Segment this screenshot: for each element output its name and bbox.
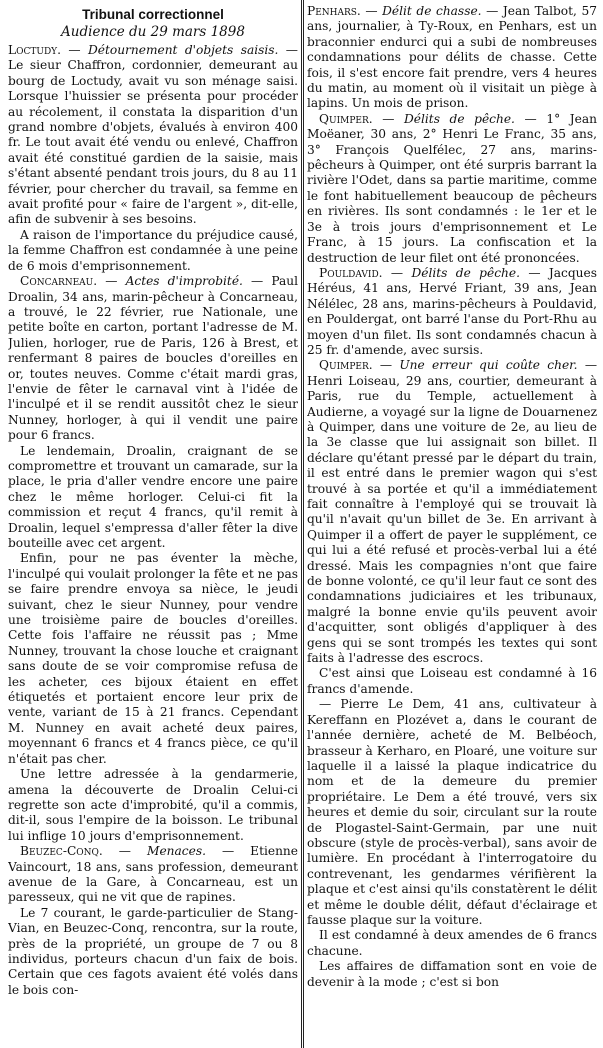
article-concarneau: Concarneau. — Actes d'improbité. — Paul Droalin, 34 ans, marin-pêcheur à Concarneau, a trouvé, le 22 février, rue Nationale, une petite boîte en carton, portant l'adresse de M. Julien, horloger, rue de Paris, 126 à Brest, et renfermant 8 paires de boucles d'oreilles en or, toutes neuves. Comme c'était mardi gras, l'envie de fêter le carnaval vint à l'idée de l'inculpé et il se rendit aussitôt chez le sieur Nunney, horloger, à qui il vendit une paire pour 6 francs. (8, 274, 298, 443)
hearing-date: Audience du 29 mars 1898 (61, 24, 245, 40)
article-body: Jacques Héréus, 41 ans, Hervé Friant, 39 ans, Jean Nélélec, 28 ans, marins-pêcheurs à Pouldavid, en Pouldergat, ont barré l'anse du Port-Rhu au moyen d'un filet. Ils sont condamnés chacun à 25 fr. d'amende, avec sursis. (307, 265, 597, 357)
section-heading: Tribunal correctionnel (82, 7, 224, 22)
article-paragraph: Une lettre adressée à la gendarmerie, amena la découverte de Droalin Celui-ci regrette son acte d'improbité, qu'il a commis, dit-il, sous l'empire de la boisson. Le tribunal lui inflige 10 jours d'emprisonnement. (8, 767, 298, 843)
article-topic: Délit de chasse. (382, 4, 482, 18)
article-topic: Une erreur qui coûte cher. (399, 358, 578, 373)
right-column (307, 4, 597, 1046)
article-pouldavid: Pouldavid. — Délits de pêche. — Jacques Héréus, 41 ans, Hervé Friant, 39 ans, Jean Nélélec, 28 ans, marins-pêcheurs à Pouldavid, en Pouldergat, ont barré l'anse du Port-Rhu au moyen d'un filet. Ils sont condamnés chacun à 25 fr. d'amende, avec sursis. (307, 265, 597, 357)
article-beuzec-conq: Beuzec-Conq. — Menaces. — Etienne Vaincourt, 18 ans, sans profession, demeurant avenue de la Gare, à Concarneau, est un paresseux, qui ne vit que de rapines. (8, 844, 298, 905)
column-rule (301, 0, 302, 1048)
article-topic: Actes d'improbité. (125, 274, 243, 289)
article-quimper-peche: Quimper. — Délits de pêche. — 1° Jean Moëaner, 30 ans, 2° Henri Le Franc, 35 ans, 3° François Quelfélec, 27 ans, marins-pêcheurs à Quimper, ont été surpris barrant la rivière l'Odet, dans sa partie maritime, comme le font habituellement beaucoup de pêcheurs en rivières. Ils sont condamnés : le 1er et le 3e à trois jours d'emprisonnement et Le Franc, à 15 jours. La confiscation et la destruction de leur filet ont été prononcées. (307, 111, 597, 265)
article-place: Penhars. (307, 4, 361, 18)
article-quimper-erreur: Quimper. — Une erreur qui coûte cher. — Henri Loiseau, 29 ans, courtier, demeurant à Paris, rue du Temple, actuellement à Audierne, a voyagé sur la ligne de Douarnenez à Quimper, dans une voiture de 2e, au lieu de la 3e classe que lui assignait son billet. Il déclare qu'étant pressé par le départ du train, il est entré dans le premier wagon qui s'est trouvé à sa portée et qu'il a immédiatement fait connaître à l'employé qui se trouvait là qu'il n'avait qu'un billet de 3e. En arrivant à Quimper il a offert de payer le supplément, ce qui lui a été refusé et procès-verbal lui a été dressé. Mais les compagnies n'ont que faire de bonne volonté, ce qu'il leur faut ce sont des condamnations judiciaires et les tribunaux, malgré la bonne envie qu'ils peuvent avoir d'acquitter, sont obligés d'appliquer à des gens qui se sont trompés les textes qui sont faits à l'adresse des escrocs. (307, 358, 597, 666)
article-paragraph: — Pierre Le Dem, 41 ans, cultivateur à Kereffann en Plozévet a, dans le courant de l'année dernière, acheté de M. Belbéoch, brasseur à Kerharo, en Ploaré, une voiture sur laquelle il a laissé la plaque indicatrice du nom et de la demeure du premier propriétaire. Le Dem a été trouvé, vers six heures et demie du soir, circulant sur la route de Plogastel-Saint-Germain, par une nuit obscure (style de procès-verbal), sans avoir de lumière. En procédant à l'interrogatoire du contrevenant, les gendarmes vérifièrent la plaque et c'est ainsi qu'ils constatèrent le délit et même le double délit, défaut d'éclairage et fausse plaque sur la voiture. (307, 697, 597, 927)
article-paragraph: C'est ainsi que Loiseau est condamné à 16 francs d'amende. (307, 666, 597, 696)
article-paragraph: Il est condamné à deux amendes de 6 francs chacune. (307, 928, 597, 958)
article-place: Loctudy. (8, 43, 61, 57)
article-body: Etienne Vaincourt, 18 ans, sans profession, demeurant avenue de la Gare, à Concarneau, est un paresseux, qui ne vit que de rapines. (8, 844, 298, 905)
article-place: Concarneau. (20, 274, 98, 289)
article-place: Beuzec-Conq. (20, 844, 103, 859)
article-place: Pouldavid. (319, 265, 383, 280)
article-body: Henri Loiseau, 29 ans, courtier, demeurant à Paris, rue du Temple, actuellement à Audierne, a voyagé sur la ligne de Douarnenez à Quimper, dans une voiture de 2e, au lieu de la 3e classe que lui assignait son billet. Il déclare qu'étant pressé par le départ du train, il est entré dans le premier wagon qui s'est trouvé à sa portée et qu'il a immédiatement fait connaître à l'employé qui se trouvait là qu'il n'avait qu'un billet de 3e. En arrivant à Quimper il a offert de payer le supplément, ce qui lui a été refusé et procès-verbal lui a été dressé. Mais les compagnies n'ont que faire de bonne volonté, ce qu'il leur faut ce sont des condamnations judiciaires et les tribunaux, malgré la bonne envie qu'ils peuvent avoir d'acquitter, sont obligés d'appliquer à des gens qui se sont trompés les textes qui sont faits à l'adresse des escrocs. (307, 373, 597, 666)
article-paragraph: Les affaires de diffamation sont en voie de devenir à la mode ; c'est si bon (307, 959, 597, 989)
article-place: Quimper. (319, 358, 373, 373)
article-topic: Menaces. (146, 844, 206, 859)
article-paragraph: A raison de l'importance du préjudice causé, la femme Chaffron est condamnée à une peine de 6 mois d'emprisonnement. (8, 227, 298, 273)
article-body: Jean Talbot, 57 ans, journalier, à Ty-Roux, en Penhars, est un braconnier endurci qui a subi de nombreuses condamnations pour délits de chasse. Cette fois, il s'est encore fait prendre, vers 4 heures du matin, au moment où il visitait un piège à lapins. Un mois de prison. (307, 4, 597, 111)
article-paragraph: Le 7 courant, le garde-particulier de Stang-Vian, en Beuzec-Conq, rencontra, sur la route, près de la propriété, un groupe de 7 ou 8 individus, porteurs chacun d'un faix de bois. Certain que ces fagots avaient été volés dans le bois con- (8, 905, 298, 997)
article-topic: Délits de pêche. (404, 111, 515, 126)
article-body: 1° Jean Moëaner, 30 ans, 2° Henri Le Franc, 35 ans, 3° François Quelfélec, 27 ans, marins-pêcheurs à Quimper, ont été surpris barrant la rivière l'Odet, dans sa partie maritime, comme le font habituellement beaucoup de pêcheurs en rivières. Ils sont condamnés : le 1er et le 3e à trois jours d'emprisonnement et Le Franc, à 15 jours. La confiscation et la destruction de leur filet ont été prononcées. (307, 111, 597, 265)
article-paragraph: Enfin, pour ne pas éventer la mèche, l'inculpé qui voulait prolonger la fête et ne pas se faire prendre envoya sa nièce, le jeudi suivant, chez le sieur Nunney, pour vendre une troisième paire de boucles d'oreilles. Cette fois l'affaire ne réussit pas ; Mme Nunney, trouvant la chose louche et craignant sans doute de se voir compromise refusa de les acheter, ces bijoux étaient en effet étiquetés et portaient encore leur prix de vente, variant de 15 à 21 francs. Cependant M. Nunney en avait acheté deux paires, moyennant 6 francs et 4 francs pièce, ce qu'il n'était pas cher. (8, 551, 298, 766)
article-place: Quimper. (319, 111, 373, 126)
article-body: Paul Droalin, 34 ans, marin-pêcheur à Concarneau, a trouvé, le 22 février, rue Nationale, une petite boîte en carton, portant l'adresse de M. Julien, horloger, rue de Paris, 126 à Brest, et renfermant 8 paires de boucles d'oreilles en or, toutes neuves. Comme c'était mardi gras, l'envie de fêter le carnaval vint à l'idée de l'inculpé et il se rendit aussitôt chez le sieur Nunney, horloger, à qui il vendit une paire pour 6 francs. (8, 274, 298, 443)
article-paragraph: Le lendemain, Droalin, craignant de se compromettre et trouvant un camarade, sur la place, le pria d'aller vendre encore une paire chez le même horloger. Celui-ci fit la commission et reçut 4 francs, qu'il remit à Droalin, lequel s'empressa d'aller fêter la dive bouteille avec cet argent. (8, 443, 298, 550)
column-rule-double (303, 0, 304, 1048)
article-body: Le sieur Chaffron, cordonnier, demeurant au bourg de Loctudy, avait vu son ménage saisi. Lorsque l'huissier se présenta pour procéder au récolement, il constata la disparition d'un grand nombre d'objets, évalués à environ 400 fr. Le tout avait été vendu ou enlevé, Chaffron avait été constitué gardien de la saisie, mais s'étant absenté pendant trois jours, du 8 au 11 février, pour chercher du travail, sa femme en avait profité pour « faire de l'argent », dit-elle, afin de subvenir à ses besoins. (8, 58, 298, 227)
article-loctudy: Loctudy. — Détournement d'objets saisis. — Le sieur Chaffron, cordonnier, demeurant au bourg de Loctudy, avait vu son ménage saisi. Lorsque l'huissier se présenta pour procéder au récolement, il constata la disparition d'un grand nombre d'objets, évalués à environ 400 fr. Le tout avait été vendu ou enlevé, Chaffron avait été constitué gardien de la saisie, mais s'étant absenté pendant trois jours, du 8 au 11 février, pour chercher du travail, sa femme en avait profité pour « faire de l'argent », dit-elle, afin de subvenir à ses besoins. (8, 43, 298, 227)
left-column (8, 4, 298, 1046)
article-topic: Détournement d'objets saisis. (87, 43, 279, 57)
article-penhars: Penhars. — Délit de chasse. — Jean Talbot, 57 ans, journalier, à Ty-Roux, en Penhars, est un braconnier endurci qui a subi de nombreuses condamnations pour délits de chasse. Cette fois, il s'est encore fait prendre, vers 4 heures du matin, au moment où il visitait un piège à lapins. Un mois de prison. (307, 4, 597, 111)
article-topic: Délits de pêche. (411, 265, 520, 280)
